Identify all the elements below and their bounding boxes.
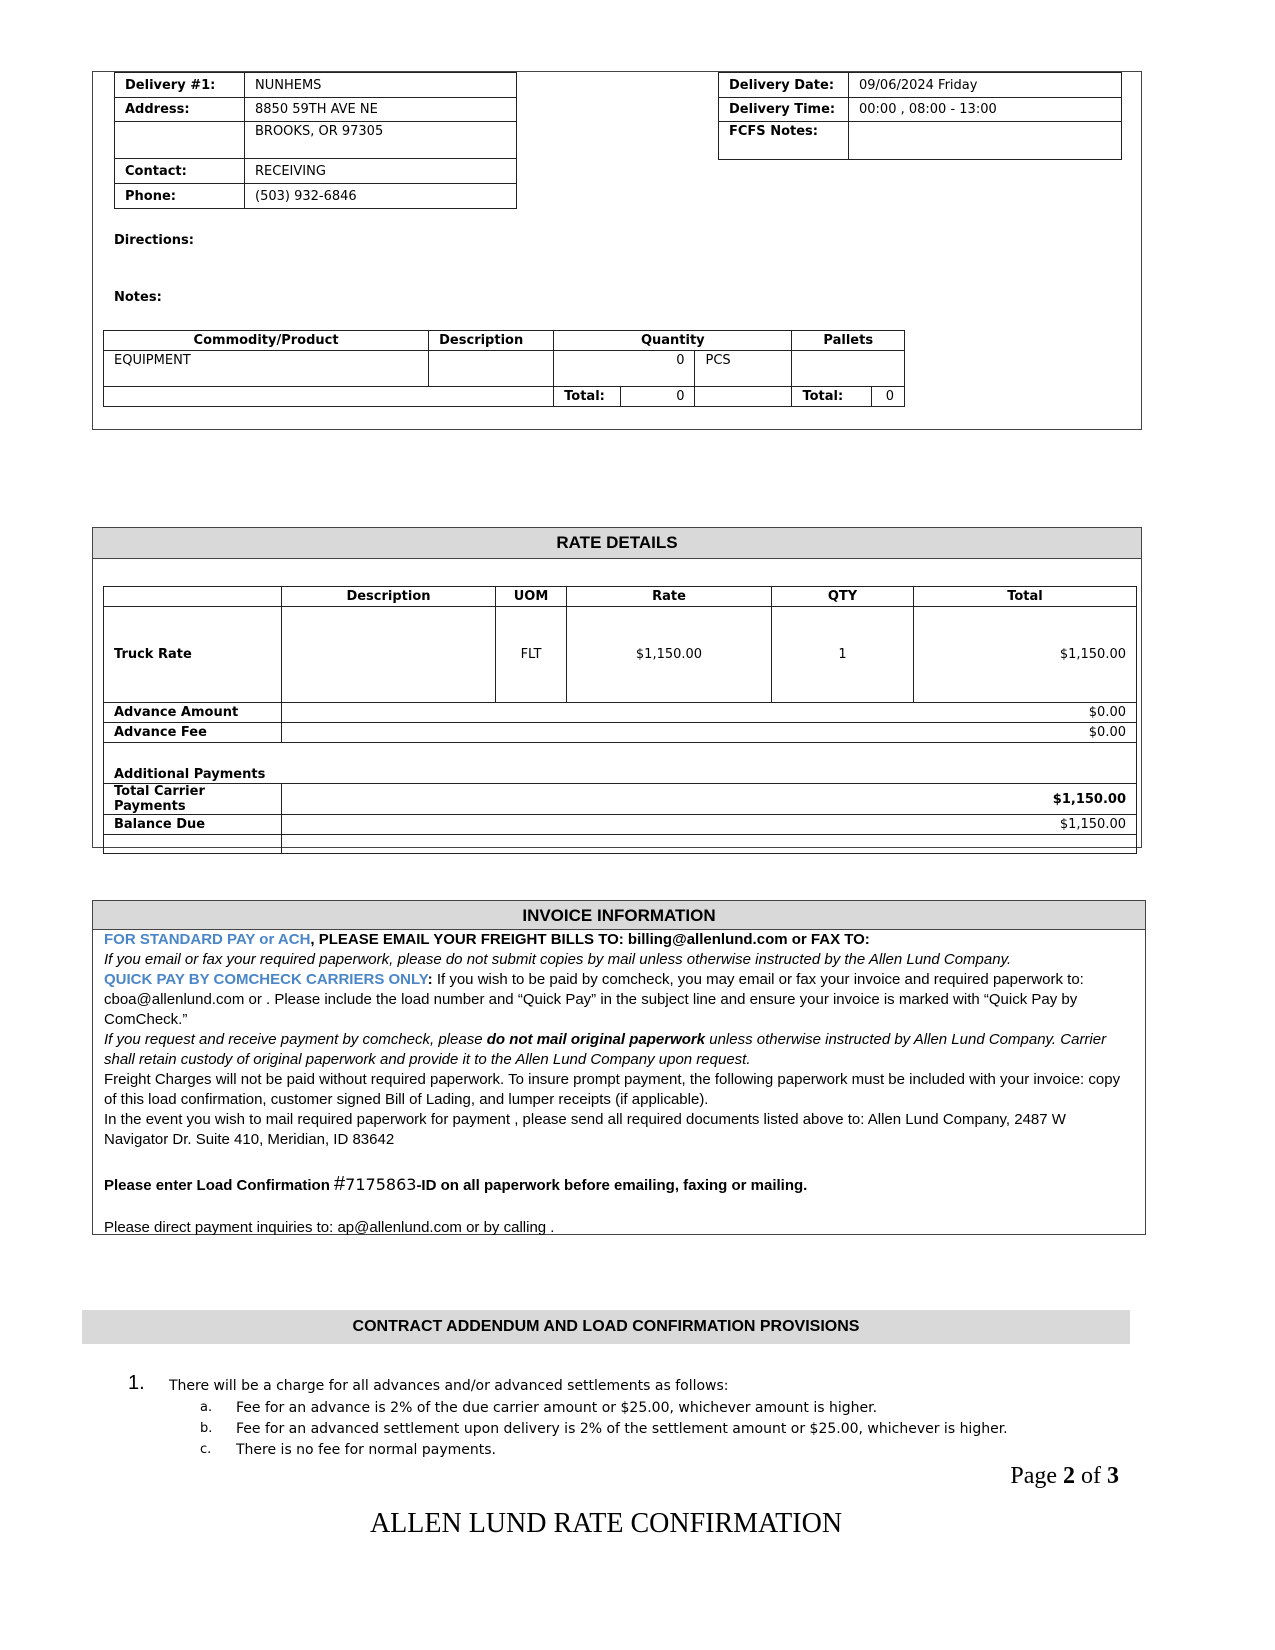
delivery-label: Delivery #1: [115,73,245,98]
address-line1: 8850 59TH AVE NE [245,98,517,122]
rate-header-uom: UOM [496,587,567,607]
truck-rate-description [282,607,496,703]
invoice-payment-inquiries: Please direct payment inquiries to: ap@allenlund.com or by calling . [104,1219,555,1236]
pallet-total-value: 0 [872,387,905,407]
invoice-comcheck-note: If you request and receive payment by comcheck, please do not mail original paperwork unless otherwise instructed by Allen Lund Company. Carrier shall retain custody of original paperwork and provide it to the Allen Lund Company upon request. [104,1031,1107,1068]
date-label: Delivery Date: [719,73,849,98]
rate-header-total: Total [914,587,1137,607]
invoice-mail-address: In the event you wish to mail required paperwork for payment , please send all required documents listed above to: Allen Lund Company, 2487 W Navigator Dr. Suite 410, Meridian, ID 83642 [104,1111,1066,1148]
fcfs-label: FCFS Notes: [719,122,849,160]
date-value: 09/06/2024 Friday [849,73,1122,98]
total-carrier-value: $1,150.00 [282,784,1137,815]
invoice-email-note: If you email or fax your required paperwork, please do not submit copies by mail unless otherwise instructed by the Allen Lund Company. [104,951,1012,968]
standard-pay-heading: FOR STANDARD PAY or ACH [104,931,311,948]
balance-due-value: $1,150.00 [282,815,1137,835]
addendum-item-b: Fee for an advanced settlement upon delivery is 2% of the settlement amount or $25.00, whichever is higher. [236,1421,1008,1437]
invoice-section [92,900,1146,1235]
rate-header-blank [104,587,282,607]
rate-empty-value [282,835,1137,854]
commodity-qty: 0 [554,351,695,387]
invoice-standard-pay [104,930,1134,950]
rate-header-rate: Rate [567,587,772,607]
rate-details-title: RATE DETAILS [93,528,1141,559]
commodity-total-spacer [104,387,554,407]
truck-rate-qty: 1 [772,607,914,703]
invoice-title: INVOICE INFORMATION [93,901,1145,930]
rate-table [103,586,1137,854]
addendum-item-c: There is no fee for normal payments. [236,1442,496,1458]
commodity-pallets [792,351,905,387]
qty-total-value: 0 [621,387,695,407]
addendum-item-a-letter: a. [200,1400,213,1415]
time-label: Delivery Time: [719,98,849,122]
delivery-name: NUNHEMS [245,73,517,98]
document-title: ALLEN LUND RATE CONFIRMATION [369,1508,843,1539]
invoice-quick-pay: QUICK PAY BY COMCHECK CARRIERS ONLY: If you wish to be paid by comcheck, you may email or fax your invoice and required paperwork to: cboa@allenlund.com or . Please include the load number and “Quick Pay” in the subject line and ensure your invoice is marked with “Quick Pay by ComCheck.” [104,971,1084,1028]
time-value: 00:00 , 08:00 - 13:00 [849,98,1122,122]
standard-pay-text: , PLEASE EMAIL YOUR FREIGHT BILLS TO: billing@allenlund.com or FAX TO: [310,931,870,948]
phone-value: (503) 932-6846 [245,184,517,209]
quick-pay-text: If you wish to be paid by comcheck, you may email or fax your invoice and required paperwork to: cboa@allenlund.com or . Please include the load number and “Quick Pay” in the subject line and ensure your invoice is marked with “Quick Pay by ComCheck.” [104,971,1084,1028]
rate-header-qty: QTY [772,587,914,607]
commodity-header-quantity: Quantity [554,331,792,351]
truck-rate-label: Truck Rate [104,607,282,703]
truck-rate-uom: FLT [496,607,567,703]
commodity-description [429,351,554,387]
addendum-number: 1. [128,1372,145,1394]
invoice-load-confirmation: Please enter Load Confirmation #7175863-ID on all paperwork before emailing, faxing or mailing. [104,1173,808,1195]
truck-rate-rate: $1,150.00 [567,607,772,703]
total-carrier-label: Total Carrier Payments [104,784,282,815]
commodity-table [103,330,905,407]
directions-label: Directions: [114,233,194,248]
additional-payments-label: Additional Payments [104,743,1137,784]
addendum-title: CONTRACT ADDENDUM AND LOAD CONFIRMATION PROVISIONS [82,1310,1130,1344]
balance-due-label: Balance Due [104,815,282,835]
fcfs-value [849,122,1122,160]
addendum-item-a: Fee for an advance is 2% of the due carrier amount or $25.00, whichever amount is higher. [236,1400,878,1416]
addendum-item-b-letter: b. [200,1421,213,1436]
page-number: Page 2 of 3 [1010,1463,1119,1489]
qty-total-empty [695,387,792,407]
advance-amount-label: Advance Amount [104,703,282,723]
address-label-empty [115,122,245,159]
qty-total-label: Total: [554,387,621,407]
invoice-freight-charges: Freight Charges will not be paid without required paperwork. To insure prompt payment, the following paperwork must be included with your invoice: copy of this load confirmation, customer signed Bill of Lading, and lumper receipts (if applicable). [104,1071,1121,1108]
contact-label: Contact: [115,159,245,184]
load-number: 7175863 [345,1175,417,1194]
addendum-text: There will be a charge for all advances and/or advanced settlements as follows: [169,1378,729,1394]
commodity-product: EQUIPMENT [104,351,429,387]
commodity-header-description: Description [429,331,554,351]
commodity-header-pallets: Pallets [792,331,905,351]
contact-value: RECEIVING [245,159,517,184]
advance-fee-label: Advance Fee [104,723,282,743]
phone-label: Phone: [115,184,245,209]
notes-label: Notes: [114,290,162,305]
address-line2: BROOKS, OR 97305 [245,122,517,159]
rate-empty-label [104,835,282,854]
quick-pay-heading: QUICK PAY BY COMCHECK CARRIERS ONLY [104,971,428,988]
delivery-schedule-table [718,72,1122,160]
advance-amount-value: $0.00 [282,703,1137,723]
advance-fee-value: $0.00 [282,723,1137,743]
truck-rate-total: $1,150.00 [914,607,1137,703]
pallet-total-label: Total: [792,387,872,407]
addendum-item-c-letter: c. [200,1442,212,1457]
commodity-header-product: Commodity/Product [104,331,429,351]
commodity-unit: PCS [695,351,792,387]
rate-header-description: Description [282,587,496,607]
delivery-address-table [114,72,517,209]
address-label: Address: [115,98,245,122]
